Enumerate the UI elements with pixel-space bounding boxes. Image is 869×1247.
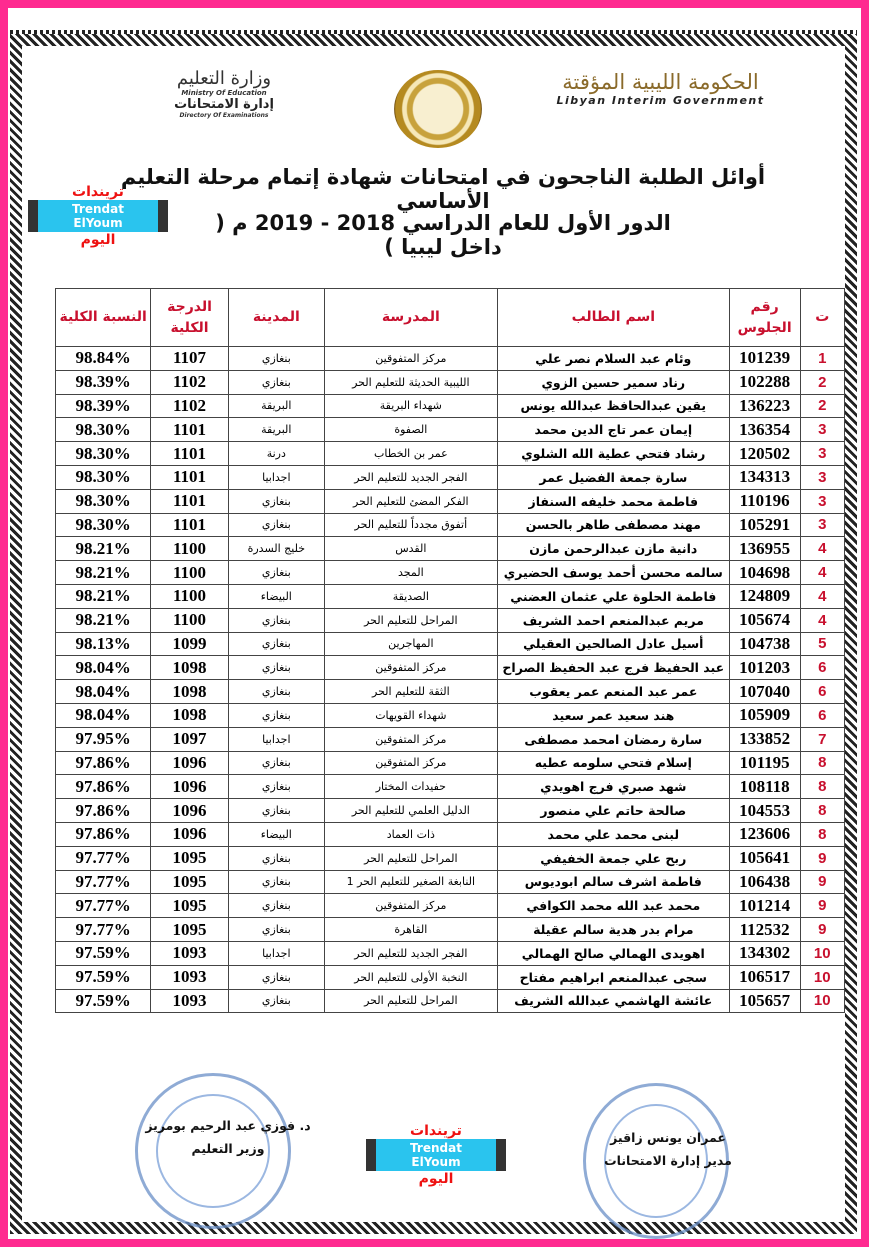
cell-percentage: 97.77% — [56, 846, 151, 870]
cell-student-name: سجى عبدالمنعم ابراهيم مفتاح — [497, 965, 729, 989]
cell-rank: 2 — [800, 370, 845, 394]
cell-rank: 9 — [800, 894, 845, 918]
cell-total-score: 1096 — [151, 822, 228, 846]
cell-seat-number: 104553 — [729, 799, 800, 823]
table-row — [56, 347, 845, 371]
cell-school: المراحل للتعليم الحر — [324, 846, 497, 870]
cell-seat-number: 105657 — [729, 989, 800, 1013]
cell-percentage: 97.86% — [56, 822, 151, 846]
page-subtitle: الدور الأول للعام الدراسي 2018 - 2019 م ( داخل ليبيا ) — [215, 211, 671, 259]
cell-school: مركز المتفوقين — [324, 751, 497, 775]
cell-seat-number: 105674 — [729, 608, 800, 632]
cell-seat-number: 112532 — [729, 918, 800, 942]
cell-total-score: 1102 — [151, 394, 228, 418]
cell-total-score: 1100 — [151, 608, 228, 632]
cell-school: مركز المتفوقين — [324, 656, 497, 680]
cell-student-name: عمر عبد المنعم عمر يعقوب — [497, 680, 729, 704]
cell-school: المجد — [324, 561, 497, 585]
cell-rank: 4 — [800, 608, 845, 632]
cell-percentage: 98.30% — [56, 513, 151, 537]
cell-percentage: 97.59% — [56, 965, 151, 989]
cell-school: شهداء القويهات — [324, 703, 497, 727]
cell-total-score: 1096 — [151, 799, 228, 823]
minister-title: وزير التعليم — [191, 1141, 265, 1156]
cell-city: خليج السدرة — [228, 537, 324, 561]
cell-rank: 7 — [800, 727, 845, 751]
minister-signature — [128, 1118, 328, 1156]
table-row — [56, 918, 845, 942]
ministry-name-en: Ministry Of Education — [181, 89, 267, 97]
cell-city: بنغازي — [228, 632, 324, 656]
column-header-rank: ت — [800, 289, 845, 347]
watermark-top: تريندات — [410, 1123, 462, 1139]
cell-school: القدس — [324, 537, 497, 561]
cell-percentage: 98.30% — [56, 418, 151, 442]
cell-school: حفيدات المختار — [324, 775, 497, 799]
cell-seat-number: 104698 — [729, 561, 800, 585]
government-seal-icon — [394, 70, 482, 148]
cell-student-name: ربح علي جمعة الخفيفي — [497, 846, 729, 870]
cell-total-score: 1095 — [151, 846, 228, 870]
table-row — [56, 537, 845, 561]
cell-city: بنغازي — [228, 799, 324, 823]
cell-total-score: 1096 — [151, 775, 228, 799]
cell-seat-number: 120502 — [729, 442, 800, 466]
cell-rank: 10 — [800, 989, 845, 1013]
cell-percentage: 98.39% — [56, 394, 151, 418]
watermark-bottom: اليوم — [80, 232, 116, 248]
table-row — [56, 941, 845, 965]
cell-student-name: مرام بدر هدية سالم عقيلة — [497, 918, 729, 942]
cell-seat-number: 134313 — [729, 465, 800, 489]
cell-school: الصديقة — [324, 584, 497, 608]
director-name: عمران يونس زاقيز — [610, 1130, 726, 1145]
cell-city: بنغازي — [228, 965, 324, 989]
cell-student-name: أسيل عادل الصالحين العقيلي — [497, 632, 729, 656]
cell-city: اجدابيا — [228, 727, 324, 751]
cell-percentage: 97.86% — [56, 751, 151, 775]
cell-school: عمر بن الخطاب — [324, 442, 497, 466]
table-row — [56, 727, 845, 751]
table-row — [56, 870, 845, 894]
government-name-en: Libyan Interim Government — [556, 94, 765, 107]
cell-seat-number: 133852 — [729, 727, 800, 751]
table-row — [56, 608, 845, 632]
cell-city: بنغازي — [228, 703, 324, 727]
cell-city: بنغازي — [228, 870, 324, 894]
cell-total-score: 1101 — [151, 442, 228, 466]
cell-total-score: 1099 — [151, 632, 228, 656]
table-row — [56, 703, 845, 727]
ministry-name-ar: وزارة التعليم — [176, 68, 272, 89]
cell-city: بنغازي — [228, 347, 324, 371]
cell-percentage: 98.21% — [56, 584, 151, 608]
page-title: أوائل الطلبة الناجحون في امتحانات شهادة إتمام مرحلة التعليم الأساسي — [120, 165, 766, 213]
cell-percentage: 98.04% — [56, 656, 151, 680]
cell-city: بنغازي — [228, 751, 324, 775]
cell-school: الفجر الجديد للتعليم الحر — [324, 465, 497, 489]
cell-school: مركز المتفوقين — [324, 894, 497, 918]
cell-total-score: 1100 — [151, 584, 228, 608]
watermark-band: Trendat ElYoum — [366, 1139, 506, 1171]
cell-student-name: لبنى محمد علي محمد — [497, 822, 729, 846]
cell-school: مركز المتفوقين — [324, 727, 497, 751]
cell-percentage: 97.86% — [56, 775, 151, 799]
cell-student-name: عبد الحفيظ فرج عبد الحفيظ الصراح — [497, 656, 729, 680]
column-header-school: المدرسة — [324, 289, 497, 347]
cell-rank: 8 — [800, 822, 845, 846]
column-header-city: المدينة — [228, 289, 324, 347]
cell-total-score: 1100 — [151, 537, 228, 561]
cell-school: المراحل للتعليم الحر — [324, 989, 497, 1013]
cell-city: بنغازي — [228, 894, 324, 918]
cell-total-score: 1096 — [151, 751, 228, 775]
cell-percentage: 98.84% — [56, 347, 151, 371]
cell-seat-number: 105291 — [729, 513, 800, 537]
cell-percentage: 98.13% — [56, 632, 151, 656]
cell-seat-number: 104738 — [729, 632, 800, 656]
cell-student-name: إسلام فتحي سلومه عطيه — [497, 751, 729, 775]
cell-rank: 3 — [800, 465, 845, 489]
cell-percentage: 98.04% — [56, 680, 151, 704]
cell-percentage: 97.59% — [56, 941, 151, 965]
watermark-top: تريندات — [72, 184, 124, 200]
watermark-band: Trendat ElYoum — [28, 200, 168, 232]
cell-rank: 4 — [800, 561, 845, 585]
cell-city: درنة — [228, 442, 324, 466]
cell-city: البريقة — [228, 418, 324, 442]
cell-total-score: 1098 — [151, 703, 228, 727]
cell-seat-number: 102288 — [729, 370, 800, 394]
cell-student-name: شهد صبري فرج اهويدي — [497, 775, 729, 799]
cell-school: الدليل العلمي للتعليم الحر — [324, 799, 497, 823]
cell-percentage: 98.21% — [56, 608, 151, 632]
cell-school: الثقة للتعليم الحر — [324, 680, 497, 704]
table-row — [56, 656, 845, 680]
cell-percentage: 97.59% — [56, 989, 151, 1013]
minister-name: د. فوزي عبد الرحيم بومريز — [145, 1118, 311, 1133]
cell-percentage: 98.30% — [56, 489, 151, 513]
cell-student-name: دانية مازن عبدالرحمن مازن — [497, 537, 729, 561]
cell-student-name: هند سعيد عمر سعيد — [497, 703, 729, 727]
table-row — [56, 799, 845, 823]
cell-school: ذات العماد — [324, 822, 497, 846]
cell-student-name: عائشة الهاشمي عبدالله الشريف — [497, 989, 729, 1013]
cell-percentage: 98.39% — [56, 370, 151, 394]
cell-seat-number: 136223 — [729, 394, 800, 418]
table-row — [56, 489, 845, 513]
cell-rank: 4 — [800, 537, 845, 561]
cell-school: النابغة الصغير للتعليم الحر 1 — [324, 870, 497, 894]
cell-seat-number: 136955 — [729, 537, 800, 561]
government-name-ar: الحكومة الليبية المؤقتة — [562, 70, 759, 94]
cell-total-score: 1098 — [151, 680, 228, 704]
cell-seat-number: 107040 — [729, 680, 800, 704]
cell-student-name: فاطمة اشرف سالم ابوديوس — [497, 870, 729, 894]
cell-rank: 3 — [800, 513, 845, 537]
cell-total-score: 1097 — [151, 727, 228, 751]
government-logo — [533, 70, 788, 107]
cell-total-score: 1101 — [151, 513, 228, 537]
results-table — [55, 288, 845, 1013]
cell-rank: 8 — [800, 799, 845, 823]
table-row — [56, 418, 845, 442]
cell-seat-number: 101239 — [729, 347, 800, 371]
cell-seat-number: 101214 — [729, 894, 800, 918]
cell-city: البيضاء — [228, 822, 324, 846]
table-row — [56, 584, 845, 608]
cell-rank: 8 — [800, 775, 845, 799]
cell-student-name: مريم عبدالمنعم احمد الشريف — [497, 608, 729, 632]
cell-school: أتفوق مجدداً للتعليم الحر — [324, 513, 497, 537]
cell-percentage: 97.77% — [56, 918, 151, 942]
cell-student-name: سالمه محسن أحمد يوسف الحضيري — [497, 561, 729, 585]
watermark-bottom: اليوم — [418, 1171, 454, 1187]
column-header-student-name: اسم الطالب — [497, 289, 729, 347]
table-row — [56, 370, 845, 394]
cell-total-score: 1100 — [151, 561, 228, 585]
cell-school: المهاجرين — [324, 632, 497, 656]
cell-total-score: 1098 — [151, 656, 228, 680]
cell-total-score: 1101 — [151, 418, 228, 442]
cell-rank: 6 — [800, 656, 845, 680]
director-signature — [583, 1130, 753, 1168]
cell-rank: 2 — [800, 394, 845, 418]
table-row — [56, 442, 845, 466]
cell-total-score: 1107 — [151, 347, 228, 371]
cell-rank: 6 — [800, 680, 845, 704]
cell-rank: 9 — [800, 846, 845, 870]
table-row — [56, 965, 845, 989]
cell-city: بنغازي — [228, 489, 324, 513]
cell-student-name: فاطمة الحلوة علي عثمان العضني — [497, 584, 729, 608]
cell-total-score: 1101 — [151, 489, 228, 513]
cell-seat-number: 105909 — [729, 703, 800, 727]
cell-city: اجدابيا — [228, 465, 324, 489]
cell-rank: 1 — [800, 347, 845, 371]
cell-percentage: 98.30% — [56, 442, 151, 466]
table-row — [56, 989, 845, 1013]
cell-seat-number: 106517 — [729, 965, 800, 989]
cell-city: اجدابيا — [228, 941, 324, 965]
cell-school: شهداء البريقة — [324, 394, 497, 418]
cell-student-name: رشاد فتحي عطية الله الشلوي — [497, 442, 729, 466]
table-row — [56, 513, 845, 537]
cell-total-score: 1093 — [151, 965, 228, 989]
table-row — [56, 822, 845, 846]
cell-seat-number: 136354 — [729, 418, 800, 442]
cell-rank: 6 — [800, 703, 845, 727]
cell-total-score: 1095 — [151, 870, 228, 894]
cell-seat-number: 124809 — [729, 584, 800, 608]
cell-percentage: 97.77% — [56, 894, 151, 918]
cell-rank: 8 — [800, 751, 845, 775]
department-name-ar: إدارة الامتحانات — [174, 97, 274, 112]
cell-seat-number: 101203 — [729, 656, 800, 680]
cell-total-score: 1093 — [151, 989, 228, 1013]
cell-percentage: 97.77% — [56, 870, 151, 894]
watermark-logo-bottom — [366, 1123, 506, 1203]
cell-percentage: 98.30% — [56, 465, 151, 489]
cell-city: البريقة — [228, 394, 324, 418]
cell-student-name: رناد سمير حسين الزوي — [497, 370, 729, 394]
cell-student-name: وئام عبد السلام نصر علي — [497, 347, 729, 371]
cell-total-score: 1095 — [151, 918, 228, 942]
watermark-logo — [28, 184, 168, 264]
cell-total-score: 1093 — [151, 941, 228, 965]
table-row — [56, 632, 845, 656]
cell-city: بنغازي — [228, 608, 324, 632]
cell-school: الفكر المضئ للتعليم الحر — [324, 489, 497, 513]
table-row — [56, 775, 845, 799]
cell-seat-number: 108118 — [729, 775, 800, 799]
cell-seat-number: 106438 — [729, 870, 800, 894]
cell-rank: 9 — [800, 870, 845, 894]
cell-city: بنغازي — [228, 561, 324, 585]
cell-total-score: 1095 — [151, 894, 228, 918]
cell-city: بنغازي — [228, 370, 324, 394]
cell-percentage: 98.21% — [56, 561, 151, 585]
table-row — [56, 680, 845, 704]
cell-rank: 4 — [800, 584, 845, 608]
cell-student-name: فاطمة محمد خليفه السنفاز — [497, 489, 729, 513]
cell-school: الليبية الحديثة للتعليم الحر — [324, 370, 497, 394]
cell-percentage: 97.86% — [56, 799, 151, 823]
table-row — [56, 465, 845, 489]
column-header-seat-number: رقم الجلوس — [729, 289, 800, 347]
cell-total-score: 1101 — [151, 465, 228, 489]
cell-school: المراحل للتعليم الحر — [324, 608, 497, 632]
table-header-row — [56, 289, 845, 347]
cell-rank: 3 — [800, 489, 845, 513]
cell-school: الفجر الجديد للتعليم الحر — [324, 941, 497, 965]
cell-student-name: سارة جمعة الفضيل عمر — [497, 465, 729, 489]
cell-city: البيضاء — [228, 584, 324, 608]
cell-city: بنغازي — [228, 656, 324, 680]
cell-student-name: اهويدى الهمالي صالح الهمالي — [497, 941, 729, 965]
cell-percentage: 98.04% — [56, 703, 151, 727]
cell-seat-number: 105641 — [729, 846, 800, 870]
cell-student-name: إيمان عمر تاج الدين محمد — [497, 418, 729, 442]
cell-city: بنغازي — [228, 680, 324, 704]
cell-seat-number: 134302 — [729, 941, 800, 965]
director-title: مدير إدارة الامتحانات — [604, 1153, 732, 1168]
cell-school: الصفوة — [324, 418, 497, 442]
cell-city: بنغازي — [228, 513, 324, 537]
department-name-en: Directory Of Examinations — [179, 112, 269, 119]
table-row — [56, 846, 845, 870]
cell-school: مركز المتفوقين — [324, 347, 497, 371]
cell-city: بنغازي — [228, 989, 324, 1013]
cell-student-name: سارة رمضان امحمد مصطفى — [497, 727, 729, 751]
cell-rank: 3 — [800, 442, 845, 466]
document-page — [8, 8, 861, 1239]
table-row — [56, 561, 845, 585]
cell-seat-number: 110196 — [729, 489, 800, 513]
cell-rank: 10 — [800, 941, 845, 965]
cell-student-name: محمد عبد الله محمد الكوافي — [497, 894, 729, 918]
table-row — [56, 394, 845, 418]
cell-seat-number: 101195 — [729, 751, 800, 775]
cell-student-name: صالحة حاتم علي منصور — [497, 799, 729, 823]
cell-percentage: 98.21% — [56, 537, 151, 561]
table-row — [56, 751, 845, 775]
cell-total-score: 1102 — [151, 370, 228, 394]
cell-city: بنغازي — [228, 775, 324, 799]
ministry-logo — [134, 68, 314, 119]
cell-city: بنغازي — [228, 918, 324, 942]
cell-percentage: 97.95% — [56, 727, 151, 751]
cell-rank: 3 — [800, 418, 845, 442]
cell-rank: 9 — [800, 918, 845, 942]
cell-rank: 10 — [800, 965, 845, 989]
column-header-total-score: الدرجة الكلية — [151, 289, 228, 347]
cell-city: بنغازي — [228, 846, 324, 870]
cell-school: القاهرة — [324, 918, 497, 942]
cell-rank: 5 — [800, 632, 845, 656]
cell-student-name: يقين عبدالحافظ عبدالله يونس — [497, 394, 729, 418]
column-header-percentage: النسبة الكلية — [56, 289, 151, 347]
cell-student-name: مهند مصطفى طاهر بالحسن — [497, 513, 729, 537]
table-row — [56, 894, 845, 918]
cell-school: النخبة الأولى للتعليم الحر — [324, 965, 497, 989]
cell-seat-number: 123606 — [729, 822, 800, 846]
